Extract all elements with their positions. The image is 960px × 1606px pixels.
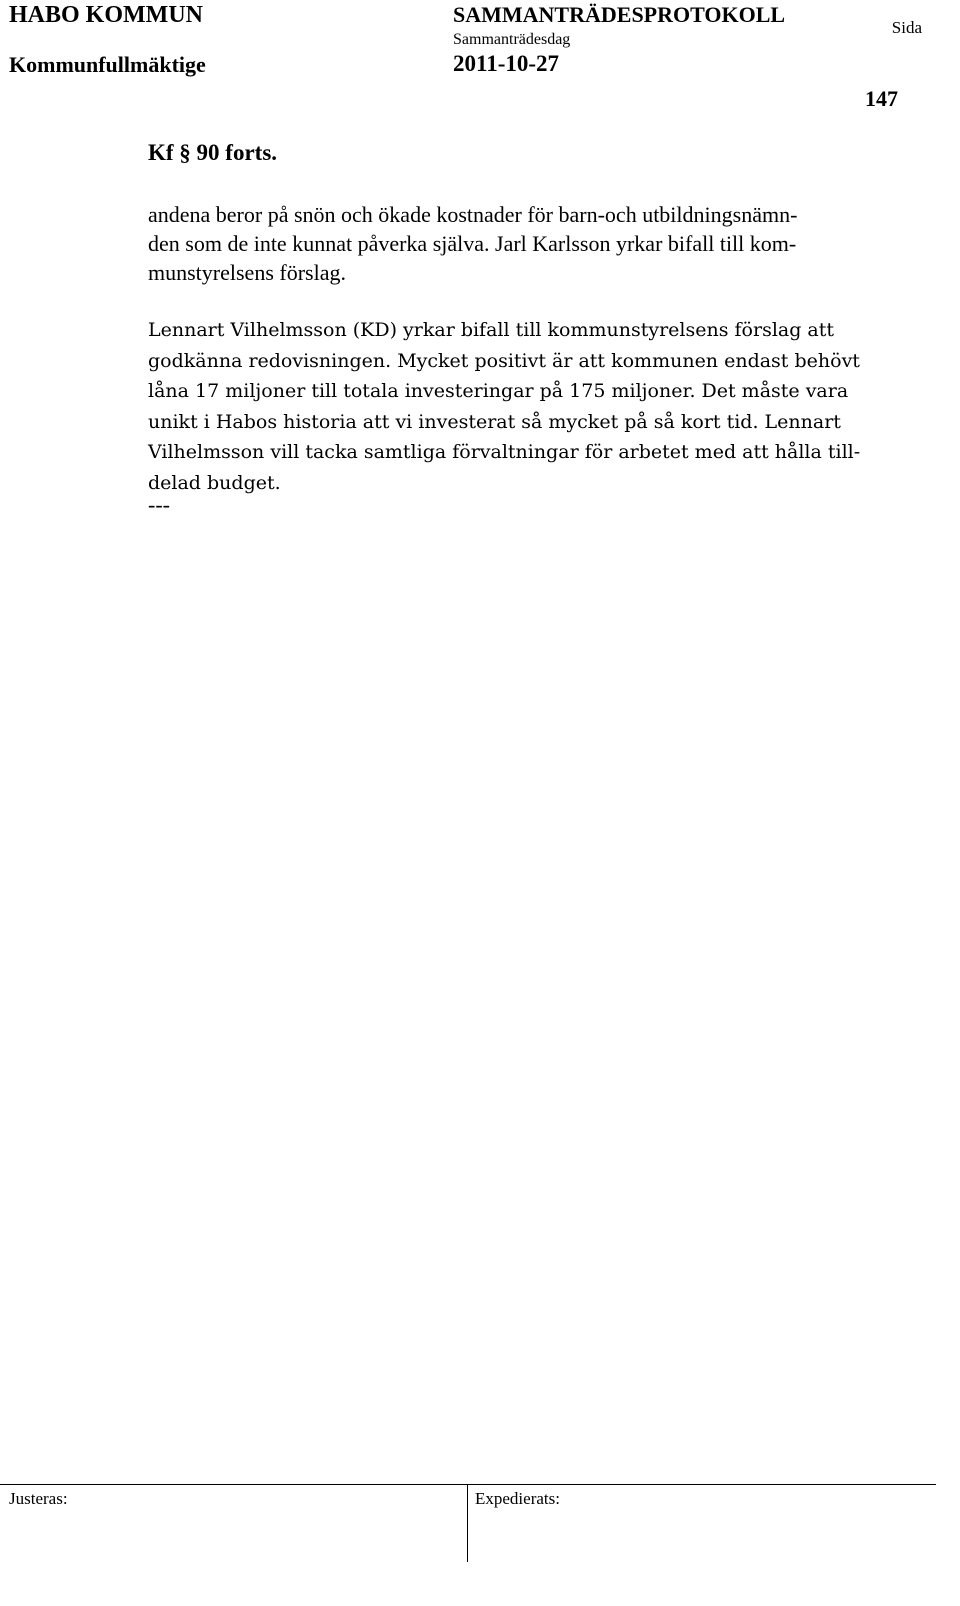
paragraph-2 [148,315,918,498]
paragraph-1 [148,200,918,287]
section-title: Kf § 90 forts. [148,140,278,165]
justeras-label: Justeras: [9,1489,68,1508]
paragraph-line: låna 17 miljoner till totala investeringar på 175 miljoner. Det måste vara [148,380,849,402]
meeting-date-label: Sammanträdesdag [453,31,571,48]
organization-name: HABO KOMMUN [9,2,203,28]
footer-divider [467,1484,468,1562]
document-type: SAMMANTRÄDESPROTOKOLL [453,2,786,27]
paragraph-line: Lennart Vilhelmsson (KD) yrkar bifall till kommunstyrelsens förslag att [148,319,835,341]
body-name: Kommunfullmäktige [9,52,206,77]
paragraph-line: den som de inte kunnat påverka själva. Jarl Karlsson yrkar bifall till kom- [148,231,797,256]
paragraph-line: munstyrelsens förslag. [148,260,346,285]
footer-rule [0,1484,936,1485]
paragraph-line: unikt i Habos historia att vi investerat så mycket på så kort tid. Lennart [148,410,841,433]
paragraph-line: godkänna redovisningen. Mycket positivt är att kommunen endast behövt [148,349,860,372]
expedierats-label: Expedierats: [475,1489,560,1508]
page-label: Sida [891,18,922,37]
paragraph-line: andena beror på snön och ökade kostnader för barn-och utbildningsnämn- [148,202,798,227]
end-marker: --- [148,492,170,517]
paragraph-line: delad budget. [148,471,281,494]
meeting-date: 2011-10-27 [453,51,560,76]
page-number: 147 [865,86,898,111]
paragraph-line: Vilhelmsson vill tacka samtliga förvaltningar för arbetet med att hålla till- [148,441,861,463]
